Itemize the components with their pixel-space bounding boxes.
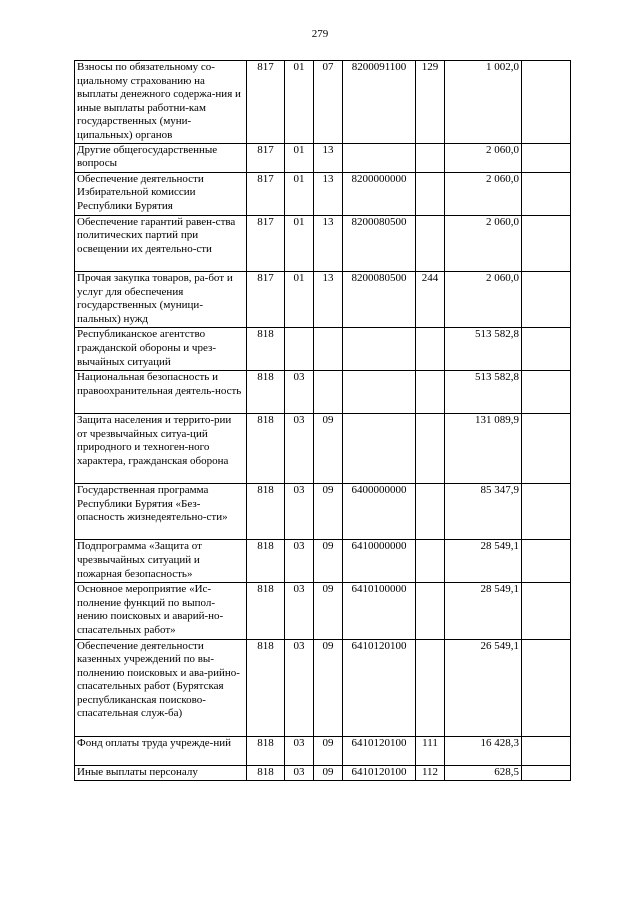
empty-cell <box>522 61 571 144</box>
empty-cell <box>522 540 571 583</box>
pr-code: 13 <box>314 143 343 172</box>
gr-code: 818 <box>247 639 285 736</box>
pr-code: 09 <box>314 736 343 765</box>
table-row <box>75 483 571 539</box>
pr-code: 09 <box>314 413 343 483</box>
vr-code <box>416 583 445 639</box>
amount: 2 060,0 <box>445 215 522 271</box>
amount: 628,5 <box>445 765 522 781</box>
vr-code <box>416 143 445 172</box>
csr-code: 8200080500 <box>343 215 416 271</box>
gr-code: 817 <box>247 215 285 271</box>
pr-code: 09 <box>314 583 343 639</box>
vr-code <box>416 215 445 271</box>
empty-cell <box>522 483 571 539</box>
rz-code <box>285 328 314 371</box>
amount: 85 347,9 <box>445 483 522 539</box>
csr-code: 6410000000 <box>343 540 416 583</box>
budget-table <box>74 60 571 781</box>
vr-code <box>416 413 445 483</box>
csr-code: 8200091100 <box>343 61 416 144</box>
table-row <box>75 765 571 781</box>
amount: 513 582,8 <box>445 371 522 414</box>
gr-code: 818 <box>247 765 285 781</box>
pr-code: 09 <box>314 483 343 539</box>
pr-code: 13 <box>314 215 343 271</box>
csr-code <box>343 371 416 414</box>
item-name: Взносы по обязательному со-циальному страхованию на выплаты денежного содержа-ния и иные выплаты работни-кам государственных (муни-ципальных) органов <box>75 61 247 144</box>
gr-code: 818 <box>247 736 285 765</box>
vr-code <box>416 328 445 371</box>
amount: 28 549,1 <box>445 583 522 639</box>
pr-code: 07 <box>314 61 343 144</box>
amount: 513 582,8 <box>445 328 522 371</box>
item-name: Национальная безопасность и правоохранительная деятель-ность <box>75 371 247 414</box>
rz-code: 01 <box>285 215 314 271</box>
item-name: Защита населения и террито-рии от чрезвычайных ситуа-ций природного и техноген-ного характера, гражданская оборона <box>75 413 247 483</box>
amount: 131 089,9 <box>445 413 522 483</box>
empty-cell <box>522 143 571 172</box>
amount: 2 060,0 <box>445 271 522 327</box>
csr-code <box>343 143 416 172</box>
item-name: Иные выплаты персоналу <box>75 765 247 781</box>
amount: 16 428,3 <box>445 736 522 765</box>
vr-code <box>416 483 445 539</box>
rz-code: 03 <box>285 483 314 539</box>
csr-code: 6410120100 <box>343 736 416 765</box>
empty-cell <box>522 765 571 781</box>
amount: 2 060,0 <box>445 172 522 215</box>
rz-code: 03 <box>285 736 314 765</box>
rz-code: 01 <box>285 143 314 172</box>
pr-code <box>314 328 343 371</box>
gr-code: 817 <box>247 143 285 172</box>
vr-code: 244 <box>416 271 445 327</box>
amount: 28 549,1 <box>445 540 522 583</box>
pr-code <box>314 371 343 414</box>
csr-code: 6400000000 <box>343 483 416 539</box>
table-row <box>75 61 571 144</box>
gr-code: 818 <box>247 583 285 639</box>
csr-code <box>343 328 416 371</box>
rz-code: 03 <box>285 639 314 736</box>
budget-table-body <box>75 61 571 781</box>
vr-code <box>416 540 445 583</box>
table-row <box>75 413 571 483</box>
vr-code: 111 <box>416 736 445 765</box>
vr-code: 129 <box>416 61 445 144</box>
empty-cell <box>522 583 571 639</box>
item-name: Обеспечение деятельности казенных учреждений по вы-полнению поисковых и ава-рийно-спасательных работ (Бурятская республиканская поисково-спасательная служ-ба) <box>75 639 247 736</box>
rz-code: 03 <box>285 540 314 583</box>
pr-code: 13 <box>314 271 343 327</box>
amount: 2 060,0 <box>445 143 522 172</box>
gr-code: 818 <box>247 413 285 483</box>
vr-code <box>416 371 445 414</box>
gr-code: 818 <box>247 328 285 371</box>
item-name: Другие общегосударственные вопросы <box>75 143 247 172</box>
csr-code <box>343 413 416 483</box>
rz-code: 03 <box>285 413 314 483</box>
empty-cell <box>522 215 571 271</box>
table-row <box>75 271 571 327</box>
gr-code: 817 <box>247 172 285 215</box>
table-row <box>75 371 571 414</box>
item-name: Прочая закупка товаров, ра-бот и услуг для обеспечения государственных (муници-пальных) нужд <box>75 271 247 327</box>
vr-code: 112 <box>416 765 445 781</box>
item-name: Обеспечение гарантий равен-ства политических партий при освещении их деятельно-сти <box>75 215 247 271</box>
csr-code: 8200000000 <box>343 172 416 215</box>
pr-code: 09 <box>314 639 343 736</box>
table-row <box>75 583 571 639</box>
rz-code: 03 <box>285 583 314 639</box>
rz-code: 01 <box>285 271 314 327</box>
table-row <box>75 639 571 736</box>
table-row <box>75 215 571 271</box>
amount: 26 549,1 <box>445 639 522 736</box>
empty-cell <box>522 328 571 371</box>
pr-code: 13 <box>314 172 343 215</box>
item-name: Обеспечение деятельности Избирательной комиссии Республики Бурятия <box>75 172 247 215</box>
item-name: Республиканское агентство гражданской обороны и чрез-вычайных ситуаций <box>75 328 247 371</box>
empty-cell <box>522 371 571 414</box>
csr-code: 6410120100 <box>343 765 416 781</box>
item-name: Государственная программа Республики Бурятия «Без-опасность жизнедеятельно-сти» <box>75 483 247 539</box>
gr-code: 818 <box>247 483 285 539</box>
item-name: Основное мероприятие «Ис-полнение функций по выпол-нению поисковых и аварий-но-спасательных работ» <box>75 583 247 639</box>
amount: 1 002,0 <box>445 61 522 144</box>
gr-code: 817 <box>247 271 285 327</box>
vr-code <box>416 639 445 736</box>
table-row <box>75 736 571 765</box>
item-name: Фонд оплаты труда учрежде-ний <box>75 736 247 765</box>
gr-code: 818 <box>247 540 285 583</box>
empty-cell <box>522 271 571 327</box>
page-number: 279 <box>311 28 329 40</box>
empty-cell <box>522 639 571 736</box>
csr-code: 8200080500 <box>343 271 416 327</box>
vr-code <box>416 172 445 215</box>
table-row <box>75 328 571 371</box>
item-name: Подпрограмма «Защита от чрезвычайных ситуаций и пожарная безопасность» <box>75 540 247 583</box>
pr-code: 09 <box>314 540 343 583</box>
csr-code: 6410120100 <box>343 639 416 736</box>
gr-code: 817 <box>247 61 285 144</box>
csr-code: 6410100000 <box>343 583 416 639</box>
table-row <box>75 540 571 583</box>
rz-code: 03 <box>285 765 314 781</box>
empty-cell <box>522 413 571 483</box>
gr-code: 818 <box>247 371 285 414</box>
pr-code: 09 <box>314 765 343 781</box>
empty-cell <box>522 172 571 215</box>
rz-code: 01 <box>285 172 314 215</box>
table-row <box>75 172 571 215</box>
table-row <box>75 143 571 172</box>
rz-code: 01 <box>285 61 314 144</box>
empty-cell <box>522 736 571 765</box>
rz-code: 03 <box>285 371 314 414</box>
